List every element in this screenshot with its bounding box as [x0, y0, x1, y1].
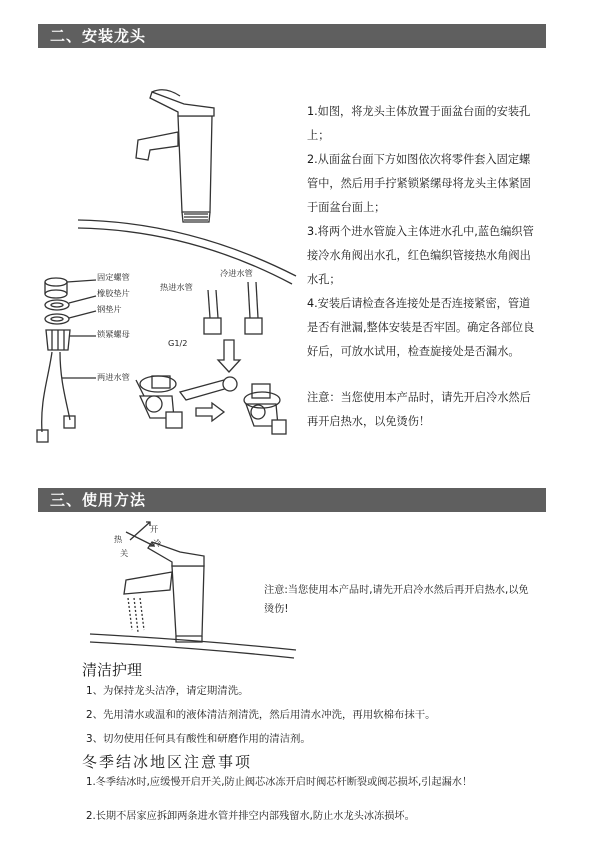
dial-open: 开 [150, 524, 159, 534]
install-note: 注意：当您使用本产品时，请先开启冷水然后再开启热水，以免烫伤！ [307, 391, 531, 428]
cleaning-item-2: 2、先用清水或温和的液体清洁剂清洗，然后用清水冲洗，再用软棉布抹干。 [86, 709, 436, 721]
section-header-usage: 三、使用方法 [38, 488, 546, 512]
install-step-1: 1.如图，将龙头主体放置于面盆台面的安装孔上； [307, 105, 531, 142]
dial-cold: 冷 [153, 538, 162, 548]
label-fixed-screw: 固定螺管 [97, 272, 130, 282]
steel-gasket-part [45, 314, 69, 324]
label-inlet-pipes: 两进水管 [97, 372, 130, 382]
label-lock-nut: 锁紧螺母 [97, 329, 130, 339]
label-thread-size: G1/2 [168, 338, 188, 348]
fixed-screw-part [45, 278, 67, 286]
winter-title: 冬季结冰地区注意事项 [82, 753, 253, 771]
wrench-icon [180, 380, 228, 400]
dial-hot: 热 [114, 534, 123, 544]
rubber-gasket-part [45, 300, 69, 310]
label-hot-inlet: 热进水管 [160, 282, 193, 292]
usage-note: 注意:当您使用本产品时,请先开启冷水然后再开启热水,以免烫伤! [264, 585, 529, 615]
faucet-spout-2 [124, 572, 172, 594]
faucet-spout [136, 132, 178, 160]
winter-item-1: 1.冬季结冰时,应缓慢开启开关,防止阀芯冰冻开启时阀芯杆断裂或阀芯损坏,引起漏水！ [86, 777, 473, 788]
dial-close: 关 [120, 548, 129, 558]
install-step-2: 2.从面盆台面下方如图依次将零件套入固定螺管中，然后用手拧紧锁紧缧母将龙头主体紧固于面盆台面上； [307, 153, 531, 214]
label-rubber-gasket: 橡胶垫片 [97, 288, 130, 298]
cold-inlet-nut [245, 318, 262, 334]
faucet-body-2 [172, 566, 204, 636]
cleaning-title: 清洁护理 [82, 661, 143, 679]
inlet-hose-left [42, 352, 52, 432]
faucet-handle [150, 92, 214, 116]
faucet-body [178, 116, 212, 212]
cleaning-item-1: 1、为保持龙头洁净，请定期清洗。 [86, 685, 249, 697]
winter-item-2: 2.长期不居家应拆卸两条进水管并排空内部残留水,防止水龙头冰冻损坏。 [86, 811, 415, 822]
hot-inlet-nut [204, 318, 221, 334]
right-arrow [196, 403, 224, 421]
angle-valve-right [252, 384, 270, 398]
cleaning-item-3: 3、切勿使用任何具有酸性和研磨作用的清洁剂。 [86, 733, 311, 745]
basin-surface-line [78, 220, 296, 276]
down-arrow [218, 340, 240, 372]
section-header-install: 二、安装龙头 [38, 24, 546, 48]
label-steel-gasket: 钢垫片 [97, 304, 122, 314]
install-step-3: 3.将两个进水管旋入主体进水孔中,蓝色编织管接冷水角阀出水孔，红色编织管接热水角阀出水孔； [307, 225, 534, 286]
install-step-4: 4.安装后请检查各连接处是否连接紧密，管道是否有泄漏,整体安装是否牢固。确定各部位良好后，可放水试用，检查旋接处是否漏水。 [307, 297, 535, 358]
label-cold-inlet: 冷进水管 [220, 268, 253, 278]
